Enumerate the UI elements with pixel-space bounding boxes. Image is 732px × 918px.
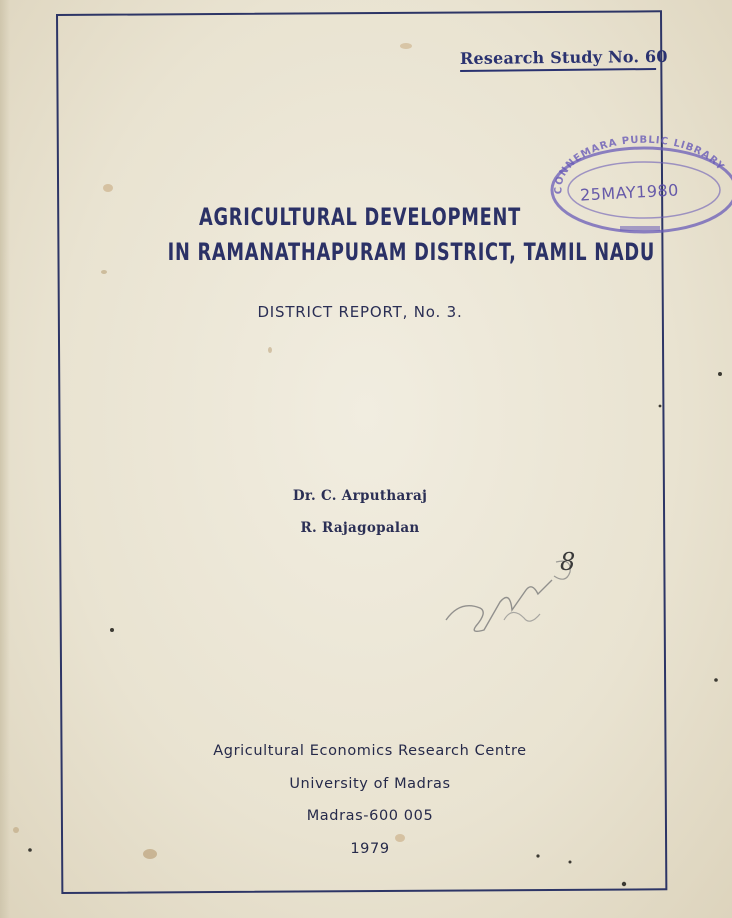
stamp-date: 25MAY1980 [579,180,680,205]
handwritten-figure: 8 [560,548,576,576]
publisher-city: Madras-600 005 [306,808,434,824]
publication-year: 1979 [350,841,390,857]
district-report-label: DISTRICT REPORT, No. 3. [257,303,463,321]
stamp-library-name: CONNEMARA PUBLIC LIBRARY [553,134,727,195]
publisher-name: Agricultural Economics Research Centre [213,743,527,759]
publisher-university: University of Madras [289,776,451,792]
author-2: R. Rajagopalan [300,520,420,536]
research-study-number: Research Study No. 60 [460,47,656,72]
author-1: Dr. C. Arputharaj [292,488,428,504]
title-line-2: IN RAMANATHAPURAM DISTRICT, TAMIL NADU [167,238,656,266]
title-line-1: AGRICULTURAL DEVELOPMENT [199,203,521,231]
